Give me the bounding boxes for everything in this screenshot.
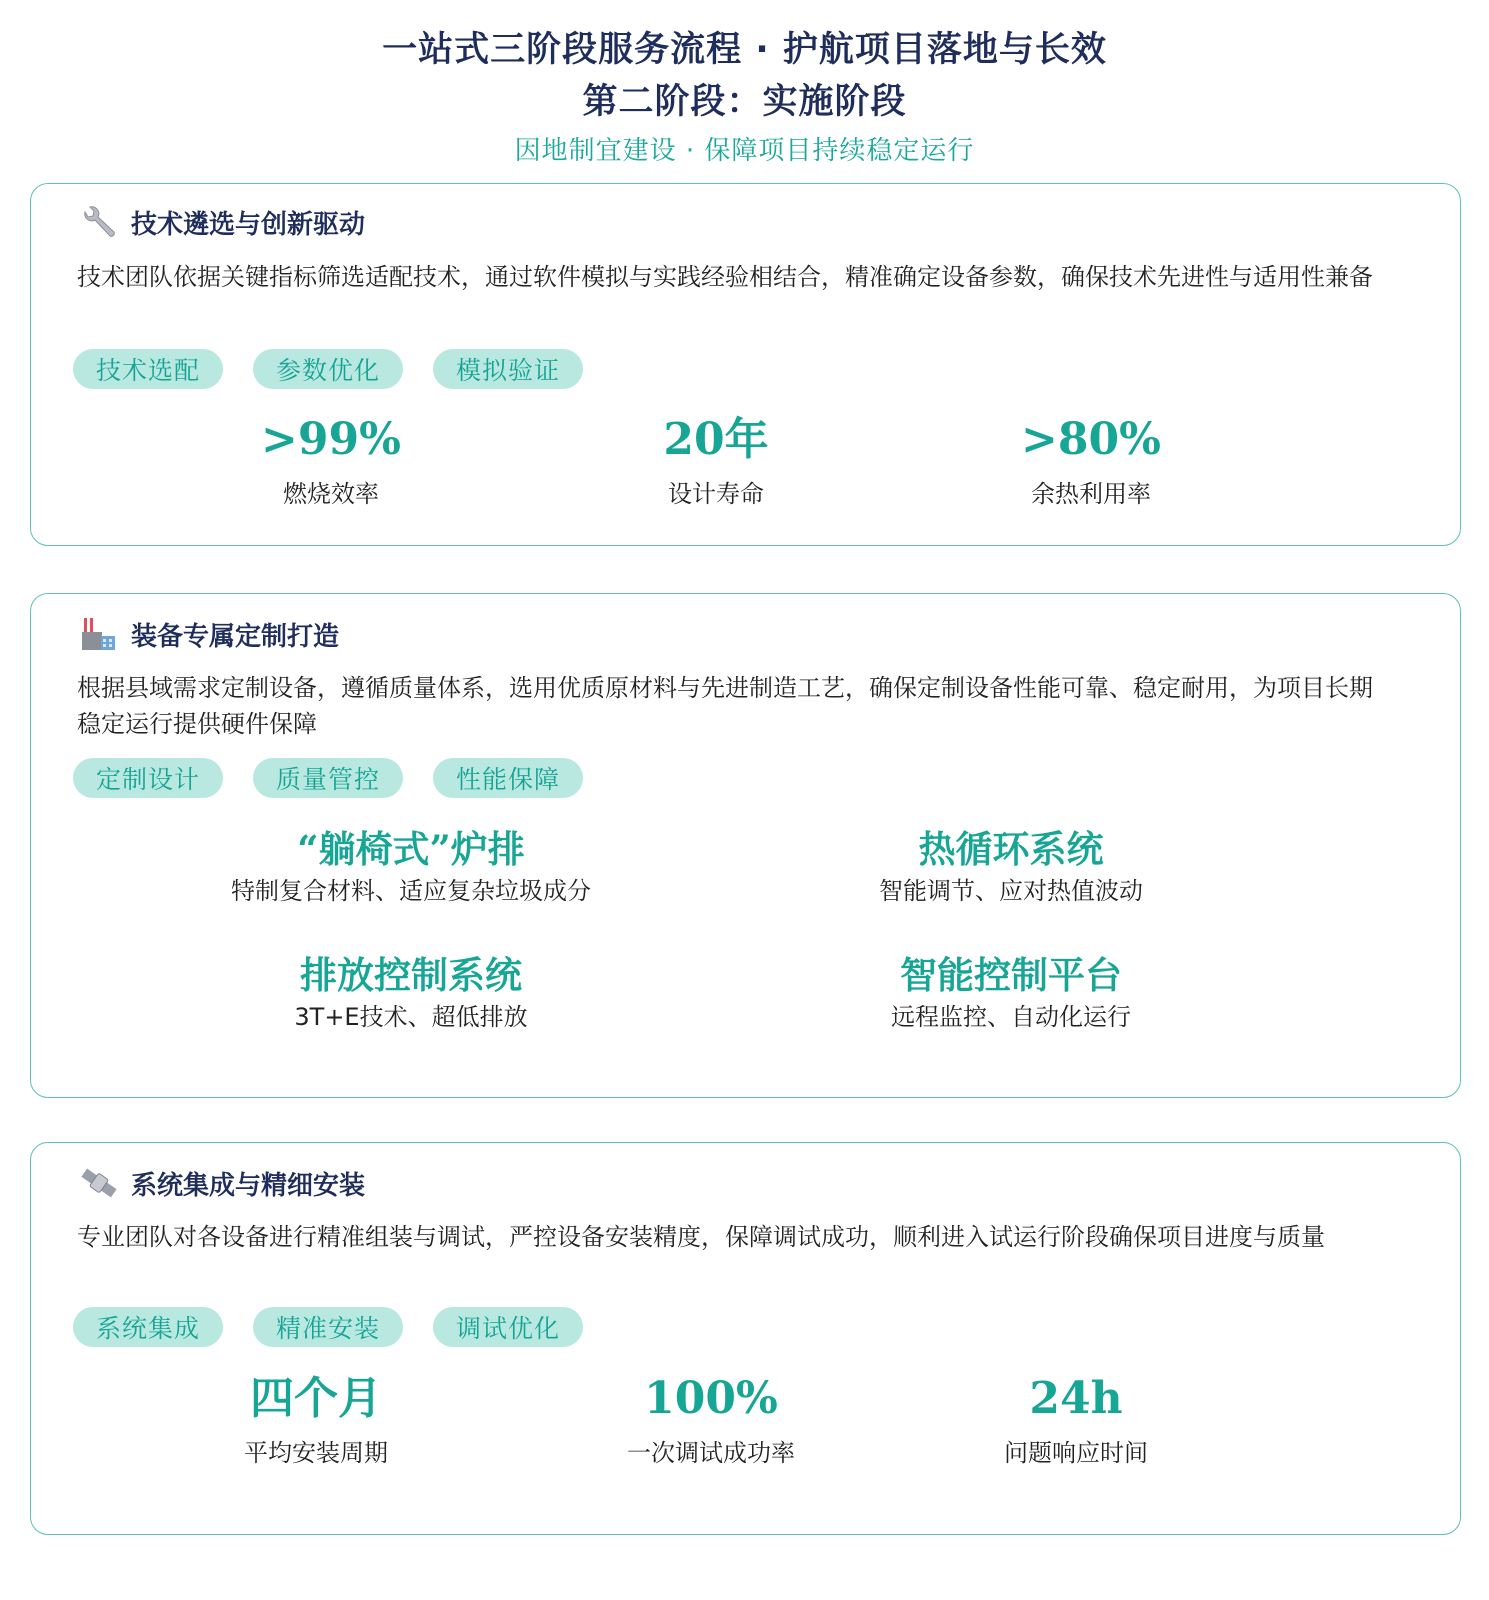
stat-response-time [926,1371,1226,1469]
section-title-label: 系统集成与精细安装 [131,1170,366,1201]
page-subtitle: 因地制宜建设 · 保障项目持续稳定运行 [514,136,975,166]
tag: 性能保障 [433,758,583,798]
stat-label: 问题响应时间 [1004,1439,1148,1467]
section-card-technology [30,183,1461,546]
feature-smart-platform [731,952,1291,1034]
section-description: 根据县域需求定制设备，遵循质量体系，选用优质原材料与先进制造工艺，确保定制设备性能可靠、稳定耐用，为项目长期稳定运行提供硬件保障 [77,674,1373,738]
stat-label: 燃烧效率 [283,480,379,508]
tag-list [73,1307,583,1347]
stat-combustion-efficiency [181,412,481,510]
feature-grate [131,826,691,908]
satellite-icon [79,1163,119,1203]
tag: 系统集成 [73,1307,223,1347]
tag: 参数优化 [253,349,403,389]
section-card-integration [30,1142,1461,1535]
section-description: 专业团队对各设备进行精准组装与调试，严控设备安装精度，保障调试成功，顺利进入试运行阶段确保项目进度与质量 [77,1223,1325,1251]
stat-design-life [566,412,866,510]
tag: 模拟验证 [433,349,583,389]
page-title: 一站式三阶段服务流程 · 护航项目落地与长效 [382,30,1107,70]
feature-name: 热循环系统 [918,827,1104,871]
stat-label: 平均安装周期 [244,1439,388,1467]
section-title-label: 装备专属定制打造 [131,621,340,652]
stat-install-period [166,1371,466,1469]
stat-heat-recovery [941,412,1241,510]
stat-value: 四个月 [250,1373,382,1424]
feature-heat-cycle [731,826,1291,908]
feature-desc: 特制复合材料、适应复杂垃圾成分 [231,877,591,905]
feature-name: 智能控制平台 [900,953,1122,997]
tag: 技术选配 [73,349,223,389]
tag: 定制设计 [73,758,223,798]
feature-desc: 远程监控、自动化运行 [891,1003,1131,1031]
stat-value: 20年 [663,414,769,465]
section-title-label: 技术遴选与创新驱动 [131,209,366,240]
factory-icon [79,614,119,654]
feature-name: 排放控制系统 [300,953,522,997]
stat-value: 24h [1029,1373,1123,1424]
page-header [0,26,1489,172]
feature-emission-control [131,952,691,1034]
stat-value: >99% [261,414,401,465]
stat-debug-success [561,1371,861,1469]
tag: 调试优化 [433,1307,583,1347]
section-title [79,1163,365,1203]
section-title [79,614,339,654]
feature-desc: 3T+E技术、超低排放 [294,1003,528,1031]
section-description: 技术团队依据关键指标筛选适配技术，通过软件模拟与实践经验相结合，精准确定设备参数，确保技术先进性与适用性兼备 [77,263,1373,291]
stat-label: 设计寿命 [668,480,764,508]
section-card-equipment [30,593,1461,1098]
feature-name: “躺椅式”炉排 [297,827,525,871]
feature-desc: 智能调节、应对热值波动 [879,877,1143,905]
stat-label: 一次调试成功率 [627,1439,795,1467]
tag-list [73,758,583,798]
stat-label: 余热利用率 [1031,480,1151,508]
tag: 质量管控 [253,758,403,798]
stage-title: 第二阶段：实施阶段 [582,82,907,122]
stat-value: >80% [1021,414,1161,465]
stat-value: 100% [644,1373,778,1424]
tag: 精准安装 [253,1307,403,1347]
section-title [79,202,365,242]
wrench-icon [79,202,119,242]
tag-list [73,349,583,389]
